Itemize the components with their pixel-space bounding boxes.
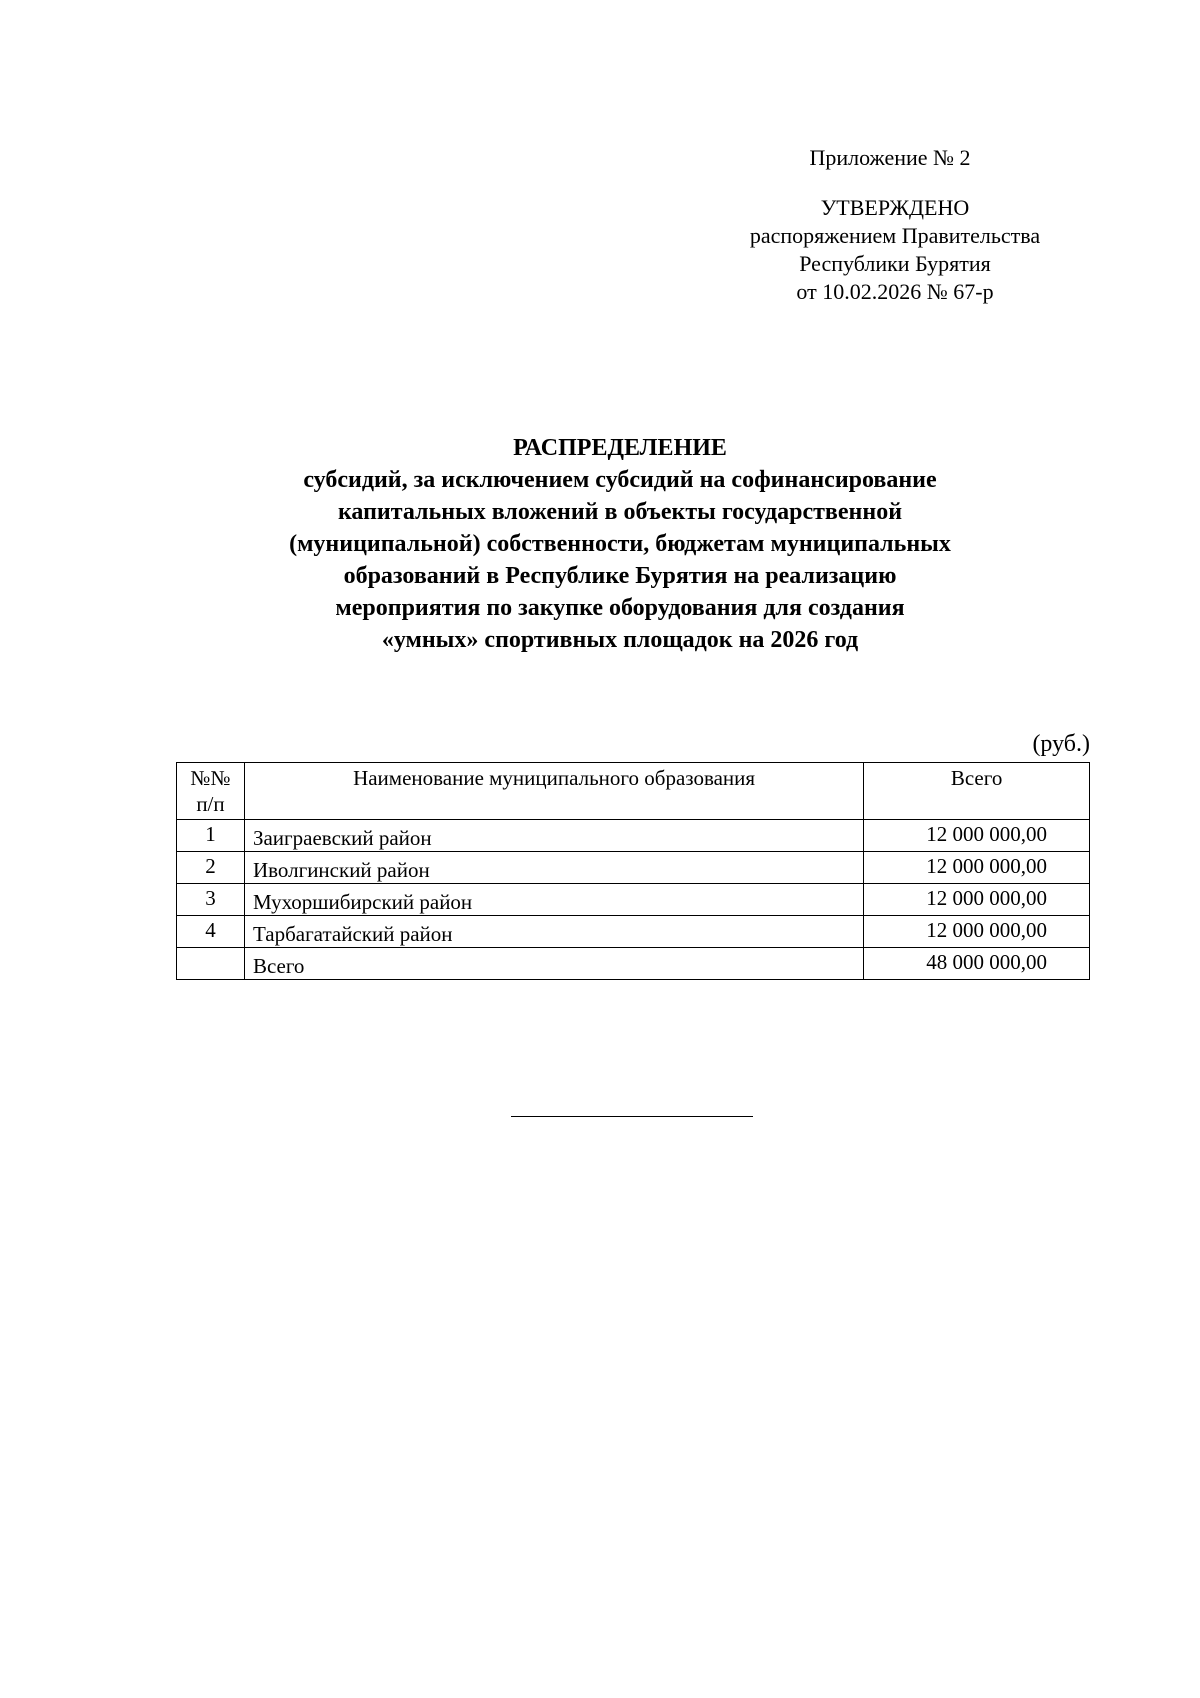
total-row-label: Всего [244,948,863,980]
table-row [177,852,1090,884]
approval-line-order: распоряжением Правительства [749,223,1041,248]
header-number-line-1: №№ [190,766,231,790]
approval-line-republic: Республики Бурятия [799,251,991,276]
header-total: Всего [864,763,1090,820]
row-municipality: Заиграевский район [244,820,863,852]
approval-stamp [730,194,1060,306]
distribution-table [176,762,1090,980]
row-municipality: Иволгинский район [244,852,863,884]
row-amount: 12 000 000,00 [864,820,1090,852]
row-number: 4 [177,916,245,948]
header-municipality-name: Наименование муниципального образования [244,763,863,820]
table-row [177,884,1090,916]
total-row-amount: 48 000 000,00 [864,948,1090,980]
table-row [177,820,1090,852]
title-line-1: субсидий, за исключением субсидий на софинансирование [303,467,937,493]
title-line-6: «умных» спортивных площадок на 2026 год [381,627,859,653]
row-number: 2 [177,852,245,884]
table-total-row [177,948,1090,980]
title-line-4: образований в Республике Бурятия на реализацию [343,563,897,589]
row-number: 1 [177,820,245,852]
currency-units: (руб.) [1032,731,1090,757]
title-line-2: капитальных вложений в объекты государственной [337,499,903,525]
title-heading: РАСПРЕДЕЛЕНИЕ [513,435,727,461]
title-line-5: мероприятия по закупке оборудования для создания [335,595,905,621]
appendix-label: Приложение № 2 [809,145,971,170]
document-title [150,432,1090,656]
row-amount: 12 000 000,00 [864,916,1090,948]
total-row-number [177,948,245,980]
closing-divider-line [511,1116,753,1117]
row-municipality: Тарбагатайский район [244,916,863,948]
header-number [177,763,245,820]
table-row [177,916,1090,948]
title-line-3: (муниципальной) собственности, бюджетам муниципальных [289,531,951,557]
row-amount: 12 000 000,00 [864,852,1090,884]
row-municipality: Мухоршибирский район [244,884,863,916]
approval-line-approved: УТВЕРЖДЕНО [820,195,970,220]
header-number-line-2: п/п [196,792,225,816]
table-header-row [177,763,1090,820]
row-number: 3 [177,884,245,916]
approval-line-date: от 10.02.2026 № 67-р [796,279,994,304]
row-amount: 12 000 000,00 [864,884,1090,916]
